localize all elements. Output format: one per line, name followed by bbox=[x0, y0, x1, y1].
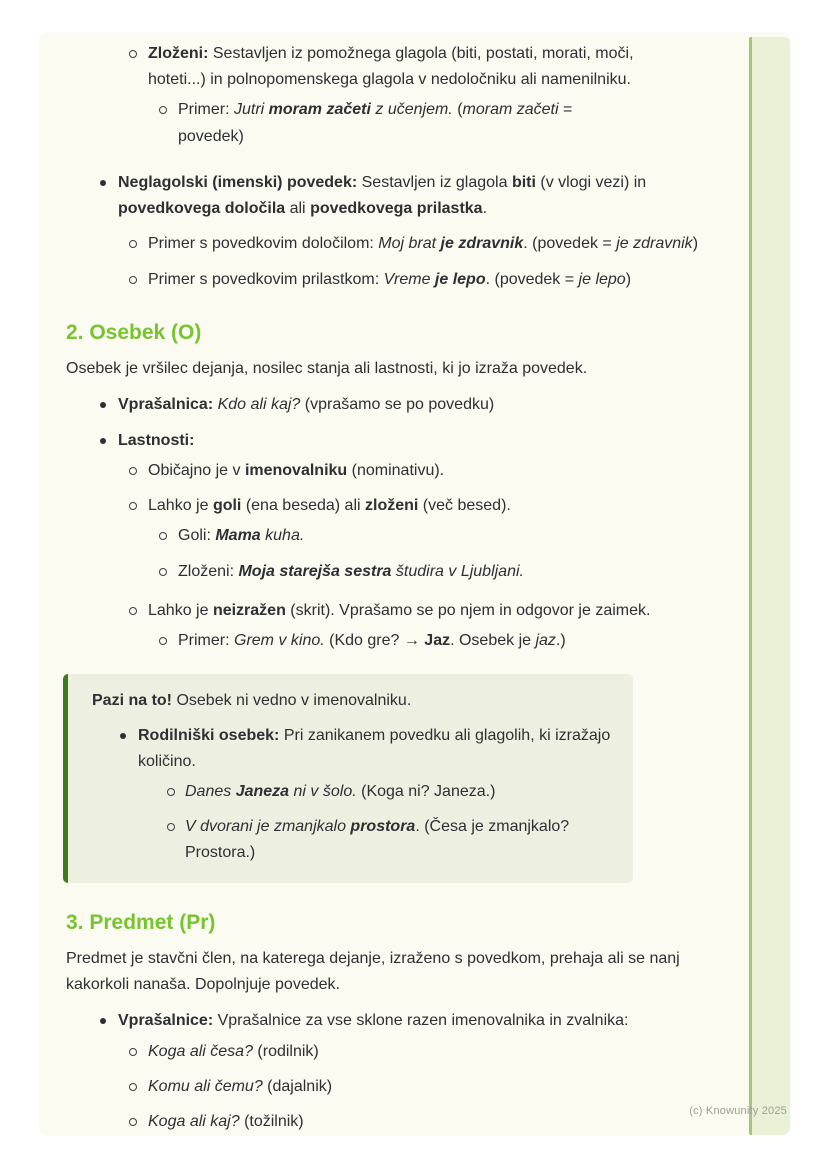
text-segment: goli bbox=[212, 497, 242, 515]
text-segment: neizražen bbox=[212, 601, 286, 619]
text-segment: zloženi bbox=[365, 497, 419, 515]
text-segment: (tožilnik) bbox=[239, 1113, 304, 1131]
text-segment: Moj brat bbox=[378, 235, 441, 253]
text-segment: Komu ali čemu? bbox=[148, 1077, 263, 1095]
text-segment: ) bbox=[692, 235, 699, 253]
text-segment: Sestavljen iz pomožnega glagola (biti, postati, morati, moči, hoteti...) in polnopomenskega glagola v nedoločniku ali namenilniku. bbox=[148, 45, 634, 89]
document-page bbox=[40, 33, 790, 1135]
text-segment: ) bbox=[625, 270, 632, 288]
text-segment: Zloženi: bbox=[178, 562, 239, 580]
list-item bbox=[66, 392, 710, 418]
text-segment: Pazi na to! bbox=[92, 692, 173, 710]
list-item bbox=[66, 170, 710, 222]
list-item-text bbox=[178, 523, 710, 549]
bullet-circle-icon bbox=[129, 502, 137, 510]
text-segment: (rodilnik) bbox=[252, 1042, 319, 1060]
list-item bbox=[66, 523, 710, 549]
document-content bbox=[40, 33, 710, 1135]
text-segment: z učenjem. bbox=[370, 101, 453, 119]
text-segment: Lahko je bbox=[148, 497, 213, 515]
bullet-disc-icon bbox=[120, 733, 126, 739]
text-segment: Zloženi: bbox=[148, 45, 209, 62]
list-item-text bbox=[148, 41, 673, 93]
bullet-circle-icon bbox=[129, 1118, 137, 1126]
text-segment: Janeza bbox=[235, 782, 290, 800]
text-segment: Predmet je stavčni člen, na katerega dejanje, izraženo s povedkom, prehaja ali se nanj kakorkoli nanaša. Dopolnjuje povedek. bbox=[66, 949, 680, 994]
bullet-circle-icon bbox=[159, 106, 167, 114]
text-segment: .) bbox=[555, 632, 566, 650]
list-item bbox=[66, 41, 710, 93]
text-segment: Lahko je bbox=[148, 601, 213, 619]
text-segment: Kdo ali kaj? bbox=[217, 396, 301, 414]
bullet-disc-icon bbox=[100, 438, 106, 444]
text-segment: ali bbox=[285, 200, 311, 218]
callout-bullet-list bbox=[92, 723, 617, 867]
text-segment: Pri zanikanem povedku ali glagolih, ki izražajo količino. bbox=[138, 726, 611, 770]
list-item bbox=[92, 779, 617, 805]
text-segment: . (Česa je zmanjkalo? Prostora.) bbox=[185, 818, 570, 862]
text-segment: Moja starejša sestra bbox=[238, 562, 392, 580]
list-item-text bbox=[185, 814, 617, 866]
text-segment: V dvorani je zmanjkalo bbox=[185, 818, 351, 836]
text-segment: . bbox=[482, 200, 488, 218]
text-segment: Osebek ni vedno v imenovalniku. bbox=[172, 692, 412, 710]
text-segment: prostora bbox=[350, 818, 416, 836]
bullet-circle-icon bbox=[129, 1083, 137, 1091]
text-segment: Sestavljen iz glagola bbox=[357, 173, 512, 191]
text-segment: Mama bbox=[215, 527, 261, 545]
text-segment: Lastnosti: bbox=[118, 431, 195, 449]
watermark: (c) Knowunity 2025 bbox=[689, 1105, 787, 1117]
bullet-circle-icon bbox=[129, 276, 137, 284]
text-segment: (Kdo gre? → bbox=[324, 632, 425, 650]
text-segment: biti bbox=[511, 173, 536, 191]
bullet-list bbox=[66, 1008, 710, 1135]
list-item-text bbox=[148, 231, 710, 257]
list-item bbox=[66, 598, 710, 624]
text-segment: jaz bbox=[535, 632, 556, 650]
bullet-circle-icon bbox=[129, 467, 137, 475]
bullet-circle-icon bbox=[159, 637, 167, 645]
list-item-text bbox=[178, 559, 710, 585]
text-segment: Primer s povedkovim prilastkom: bbox=[148, 270, 384, 288]
list-item bbox=[66, 628, 710, 654]
list-item bbox=[66, 97, 710, 149]
text-segment: Danes bbox=[185, 782, 236, 800]
bullet-circle-icon bbox=[129, 607, 137, 615]
text-segment: (v vlogi vezi) in bbox=[535, 173, 647, 191]
list-item bbox=[66, 428, 710, 454]
text-segment: (dajalnik) bbox=[262, 1077, 333, 1095]
text-segment: Grem v kino. bbox=[234, 632, 325, 650]
bullet-disc-icon bbox=[100, 1018, 106, 1024]
bullet-circle-icon bbox=[167, 823, 175, 831]
page-edge-strip bbox=[749, 37, 790, 1135]
text-segment: je zdravnik bbox=[440, 235, 524, 253]
text-segment: Jaz bbox=[424, 632, 451, 650]
bullet-list bbox=[66, 41, 710, 293]
callout-intro bbox=[92, 688, 617, 714]
text-segment: = povedek) bbox=[178, 101, 573, 145]
bullet-disc-icon bbox=[100, 402, 106, 408]
bullet-circle-icon bbox=[159, 532, 167, 540]
bullet-circle-icon bbox=[129, 50, 137, 58]
list-item-text bbox=[148, 458, 710, 484]
callout-box bbox=[63, 674, 633, 882]
list-item-text bbox=[185, 779, 617, 805]
text-segment: . (povedek = bbox=[523, 235, 617, 253]
list-item bbox=[92, 814, 617, 866]
text-segment: povedkovega prilastka bbox=[310, 200, 483, 218]
text-segment: Primer: bbox=[178, 101, 234, 119]
text-segment: . (povedek = bbox=[485, 270, 579, 288]
bullet-circle-icon bbox=[159, 568, 167, 576]
text-segment: Vreme bbox=[383, 270, 435, 288]
bullet-circle-icon bbox=[129, 240, 137, 248]
text-segment: je zdravnik bbox=[616, 235, 693, 253]
list-item bbox=[66, 458, 710, 484]
list-item-text bbox=[118, 170, 710, 222]
list-item-text bbox=[118, 392, 710, 418]
text-segment: imenovalniku bbox=[244, 461, 348, 479]
list-item bbox=[66, 231, 710, 257]
list-item-text bbox=[148, 267, 710, 293]
list-item-text bbox=[148, 1109, 710, 1135]
paragraph bbox=[66, 356, 710, 382]
text-segment: Osebek je vršilec dejanja, nosilec stanja ali lastnosti, ki jo izraža povedek. bbox=[66, 360, 588, 378]
text-segment: Vprašalnice: bbox=[118, 1012, 214, 1030]
list-item-text bbox=[178, 97, 628, 149]
text-segment: Neglagolski (imenski) povedek: bbox=[118, 173, 358, 191]
text-segment: ( bbox=[452, 101, 463, 119]
text-segment: (vprašamo se po povedku) bbox=[300, 396, 495, 414]
text-segment: kuha. bbox=[260, 527, 305, 545]
text-segment: je lepo bbox=[434, 270, 486, 288]
bullet-circle-icon bbox=[129, 1048, 137, 1056]
text-segment: (Koga ni? Janeza.) bbox=[356, 782, 496, 800]
text-segment: (nominativu). bbox=[347, 461, 445, 479]
list-item bbox=[66, 267, 710, 293]
paragraph bbox=[66, 946, 710, 998]
list-item-text bbox=[118, 1008, 710, 1034]
text-segment: Vprašalnica: bbox=[118, 396, 214, 414]
text-segment: je lepo bbox=[578, 270, 626, 288]
list-item-text bbox=[148, 598, 710, 624]
text-segment: (skrit). Vprašamo se po njem in odgovor je zaimek. bbox=[285, 601, 651, 619]
text-segment: (ena beseda) ali bbox=[241, 497, 366, 515]
list-item bbox=[66, 559, 710, 585]
text-segment: moram začeti bbox=[268, 101, 371, 119]
text-segment: Rodilniški osebek: bbox=[138, 726, 280, 744]
text-segment: (več besed). bbox=[418, 497, 511, 515]
list-item-text bbox=[138, 723, 617, 775]
text-segment: ni v šolo. bbox=[289, 782, 357, 800]
text-segment: Običajno je v bbox=[148, 461, 245, 479]
list-item bbox=[66, 1008, 710, 1034]
list-item-text bbox=[118, 428, 710, 454]
text-segment: Goli: bbox=[178, 527, 216, 545]
list-item bbox=[92, 723, 617, 775]
section-heading: 2. Osebek (O) bbox=[66, 320, 202, 344]
list-item-text bbox=[148, 1074, 710, 1100]
text-segment: Vprašalnice za vse sklone razen imenovalnika in zvalnika: bbox=[213, 1012, 629, 1030]
text-segment: Primer: bbox=[178, 632, 234, 650]
text-segment: moram začeti bbox=[462, 101, 559, 119]
text-segment: Koga ali kaj? bbox=[148, 1113, 240, 1131]
list-item bbox=[66, 1074, 710, 1100]
text-segment: Primer s povedkovim določilom: bbox=[148, 235, 379, 253]
list-item-text bbox=[148, 493, 710, 519]
text-segment: Jutri bbox=[234, 101, 269, 119]
text-segment: Koga ali česa? bbox=[148, 1042, 253, 1060]
list-item bbox=[66, 493, 710, 519]
bullet-list bbox=[66, 392, 710, 654]
list-item bbox=[66, 1039, 710, 1065]
list-item-text bbox=[148, 1039, 710, 1065]
text-segment: povedkovega določila bbox=[118, 200, 286, 218]
text-segment: študira v Ljubljani. bbox=[391, 562, 524, 580]
list-item bbox=[66, 1109, 710, 1135]
text-segment: . Osebek je bbox=[450, 632, 536, 650]
bullet-circle-icon bbox=[167, 788, 175, 796]
bullet-disc-icon bbox=[100, 180, 106, 186]
list-item-text bbox=[178, 628, 710, 654]
section-heading: 3. Predmet (Pr) bbox=[66, 910, 216, 934]
